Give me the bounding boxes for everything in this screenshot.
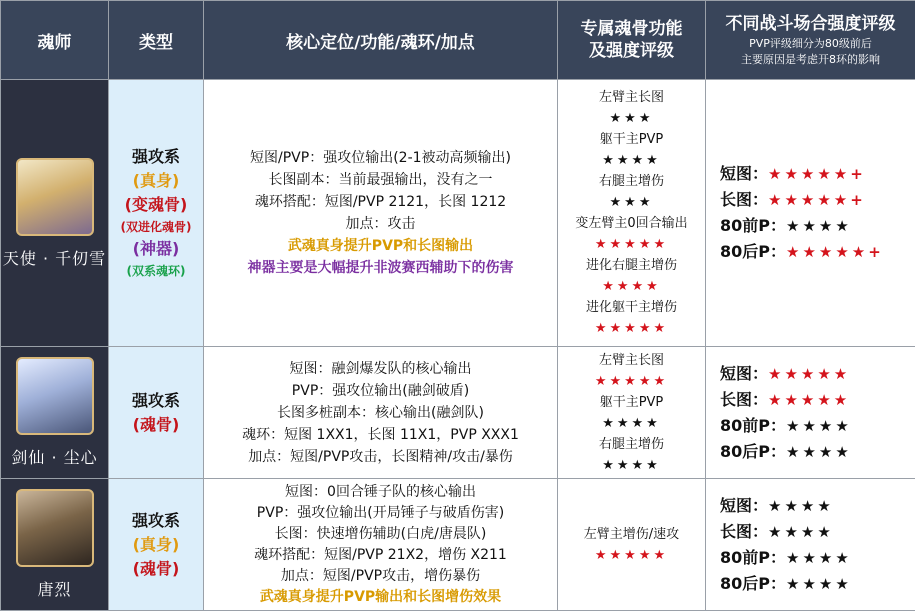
- rating-label: 长图：: [720, 521, 769, 541]
- type-tag: 强攻系: [131, 147, 180, 166]
- core-line: 长图多桩副本：核心输出(融剑队): [277, 404, 484, 421]
- core-line: 短图：融剑爆发队的核心输出: [289, 360, 472, 377]
- hero-portrait: [16, 489, 94, 567]
- rating-line: [720, 571, 915, 597]
- hero-cell: [1, 479, 109, 611]
- header-row: [1, 1, 915, 80]
- bone-label: 右腿主增伤: [598, 436, 664, 452]
- bone-label: 变左臂主0回合输出: [575, 216, 688, 231]
- hero-cell: [1, 347, 109, 479]
- rating-line: [720, 361, 915, 387]
- rating-line: [720, 239, 915, 265]
- rating-stars: ★★★★★+: [768, 165, 866, 183]
- bone-label: 左臂主增伤/速攻: [583, 526, 680, 542]
- rating-cell: [706, 347, 915, 479]
- core-line: 魂环搭配：短图/PVP 2121，长图 1212: [254, 194, 507, 210]
- hero-portrait: [16, 357, 94, 435]
- rating-line: [720, 439, 915, 465]
- core-cell: [204, 80, 558, 347]
- rating-stars: ★★★★: [786, 574, 852, 593]
- hero-cell: [1, 80, 109, 347]
- bone-cell: [558, 347, 706, 479]
- rating-label: 80前P：: [720, 547, 786, 567]
- bone-label: 躯干主PVP: [599, 394, 664, 410]
- rating-line: [720, 187, 915, 213]
- type-tag: (魂骨): [132, 414, 180, 434]
- bone-stars: ★★★★★: [594, 373, 669, 389]
- header-rating: [706, 1, 915, 80]
- header-rating-sub2: 主要原因是考虑开8环的影响: [741, 53, 880, 66]
- header-rating-sub1: PVP评级细分为80级前后: [749, 37, 872, 50]
- rating-stars: ★★★★: [786, 217, 852, 235]
- type-cell: [109, 479, 204, 611]
- bone-label: 左臂主长图: [598, 90, 664, 105]
- hero-name: 唐烈: [37, 580, 72, 599]
- rating-line: [720, 519, 915, 545]
- bone-cell: [558, 80, 706, 347]
- header-bone: [558, 1, 706, 80]
- type-tag: 强攻系: [131, 390, 180, 410]
- core-line: PVP：强攻位输出(融剑破盾): [291, 382, 470, 399]
- core-line: 加点：短图/PVP攻击，长图精神/攻击/暴伤: [248, 448, 513, 465]
- core-highlight: 武魂真身提升PVP输出和长图增伤效果: [259, 588, 502, 605]
- rating-line: [720, 545, 915, 571]
- rating-label: 80前P：: [720, 415, 786, 435]
- rating-label: 短图：: [720, 495, 769, 515]
- rating-label: 80前P：: [720, 216, 786, 235]
- rating-stars: ★★★★: [786, 548, 852, 567]
- core-cell: [204, 347, 558, 479]
- type-tag: (双系魂环): [126, 264, 186, 278]
- rating-line: [720, 493, 915, 519]
- core-line: 加点：短图/PVP攻击，增伤暴伤: [280, 567, 481, 584]
- header-rating-title: 不同战斗场合强度评级: [725, 14, 896, 34]
- rating-label: 长图：: [720, 190, 769, 209]
- rating-label: 80后P：: [720, 573, 786, 593]
- header-bone-line2: 及强度评级: [589, 41, 674, 61]
- core-highlight: 武魂真身提升PVP和长图输出: [287, 238, 474, 254]
- rating-label: 短图：: [720, 164, 769, 183]
- header-type: 类型: [109, 1, 204, 80]
- bone-label: 左臂主长图: [598, 352, 664, 368]
- hero-name: 剑仙 · 尘心: [11, 448, 98, 467]
- type-cell: [109, 347, 204, 479]
- rating-stars: ★★★★★+: [786, 243, 884, 261]
- bone-stars: ★★★★★: [594, 547, 669, 563]
- header-bone-line1: 专属魂骨功能: [580, 19, 683, 39]
- core-line: 短图：0回合锤子队的核心输出: [285, 483, 476, 500]
- core-highlight: 神器主要是大幅提升非波赛西辅助下的伤害: [247, 260, 514, 276]
- rating-stars: ★★★★: [786, 442, 852, 461]
- core-cell: [204, 479, 558, 611]
- core-line: PVP：强攻位输出(开局锤子与破盾伤害): [256, 504, 505, 521]
- type-tag: (神器): [132, 239, 180, 258]
- hero-portrait: [16, 158, 94, 236]
- type-cell: [109, 80, 204, 347]
- rating-label: 80后P：: [720, 441, 786, 461]
- table-row: [1, 479, 915, 611]
- bone-label: 右腿主增伤: [598, 174, 664, 189]
- bone-stars: ★★★★: [602, 153, 661, 168]
- rating-cell: [706, 479, 915, 611]
- bone-stars: ★★★: [609, 195, 654, 210]
- bone-cell: [558, 479, 706, 611]
- type-tag: (真身): [132, 171, 180, 190]
- rating-label: 80后P：: [720, 242, 786, 261]
- bone-label: 躯干主PVP: [599, 132, 664, 147]
- bone-stars: ★★★★: [602, 415, 661, 431]
- type-tag: (魂骨): [132, 558, 180, 578]
- table-row: [1, 347, 915, 479]
- header-soul-master: 魂师: [1, 1, 109, 80]
- bone-stars: ★★★: [609, 111, 654, 126]
- rating-line: [720, 413, 915, 439]
- rating-stars: ★★★★★: [768, 390, 851, 409]
- rating-line: [720, 213, 915, 239]
- bone-stars: ★★★★: [602, 279, 661, 294]
- rating-stars: ★★★★: [768, 496, 834, 515]
- rating-line: [720, 161, 915, 187]
- rating-line: [720, 387, 915, 413]
- core-line: 魂环：短图 1XX1，长图 11X1，PVP XXX1: [242, 426, 519, 443]
- hero-name: 天使 · 千仞雪: [2, 248, 107, 268]
- bone-label: 进化躯干主增伤: [585, 300, 677, 315]
- rating-stars: ★★★★: [786, 416, 852, 435]
- bone-stars: ★★★★★: [594, 321, 669, 336]
- core-line: 短图/PVP：强攻位输出(2-1被动高频输出): [250, 150, 511, 166]
- core-line: 长图副本：当前最强输出，没有之一: [268, 172, 493, 188]
- core-line: 加点：攻击: [345, 216, 416, 232]
- rating-cell: [706, 80, 915, 347]
- rating-stars: ★★★★★: [768, 364, 851, 383]
- rating-label: 短图：: [720, 363, 769, 383]
- bone-label: 进化右腿主增伤: [585, 258, 677, 273]
- type-tag: 强攻系: [131, 510, 180, 530]
- core-line: 魂环搭配：短图/PVP 21X2，增伤 X211: [254, 546, 507, 563]
- rating-stars: ★★★★: [768, 522, 834, 541]
- rating-label: 长图：: [720, 389, 769, 409]
- header-core: 核心定位/功能/魂环/加点: [204, 1, 558, 80]
- bone-stars: ★★★★★: [594, 237, 669, 252]
- type-tag: (变魂骨): [124, 195, 188, 214]
- core-line: 长图：快速增伤辅助(白虎/唐晨队): [274, 525, 487, 542]
- table-row: [1, 80, 915, 347]
- rating-stars: ★★★★★+: [768, 191, 866, 209]
- bone-stars: ★★★★: [602, 457, 661, 473]
- type-tag: (真身): [132, 534, 180, 554]
- type-tag: (双进化魂骨): [120, 220, 192, 234]
